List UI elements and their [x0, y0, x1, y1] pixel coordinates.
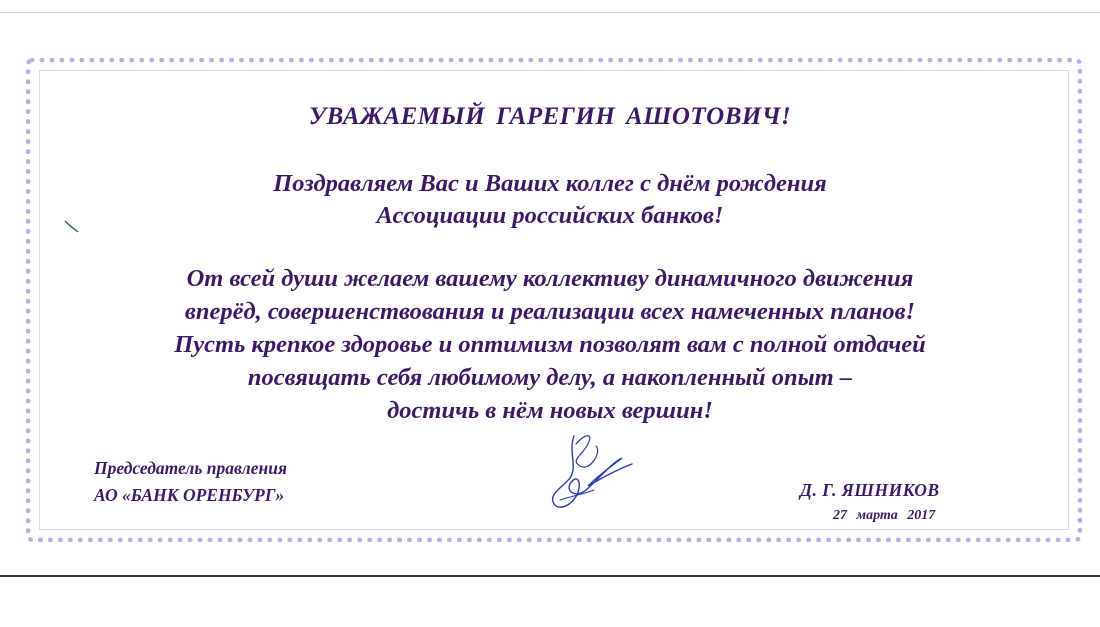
congratulation-line: Ассоциации российских банков!: [376, 202, 724, 229]
wishes-line: От всей души желаем вашему коллективу динамичного движения: [186, 265, 914, 292]
wishes-line: Пусть крепкое здоровье и оптимизм позволят вам с полной отдачей: [174, 331, 926, 358]
congratulation-paragraph: [30, 168, 1070, 232]
signer-name: Д. Г. ЯШНИКОВ: [800, 480, 940, 500]
wishes-paragraph: [30, 262, 1070, 427]
wishes-line: вперёд, совершенствования и реализации всех намеченных планов!: [184, 298, 916, 325]
congratulation-line: Поздравляем Вас и Ваших коллег с днём рождения: [273, 170, 827, 197]
letter-date: 27 марта 2017: [833, 508, 936, 523]
signer-organization: АО «БАНК ОРЕНБУРГ»: [94, 485, 285, 505]
scan-bottom-edge: [0, 575, 1100, 577]
signer-position: Председатель правления: [94, 458, 288, 478]
handwritten-signature: [540, 430, 650, 520]
wishes-line: достичь в нём новых вершин!: [387, 397, 713, 424]
signer-position-block: [94, 455, 287, 509]
greeting-heading: УВАЖАЕМЫЙ ГАРЕГИН АШОТОВИЧ!: [308, 103, 792, 130]
scan-top-edge: [0, 12, 1100, 13]
wishes-line: посвящать себя любимому делу, а накопленный опыт –: [247, 364, 853, 391]
